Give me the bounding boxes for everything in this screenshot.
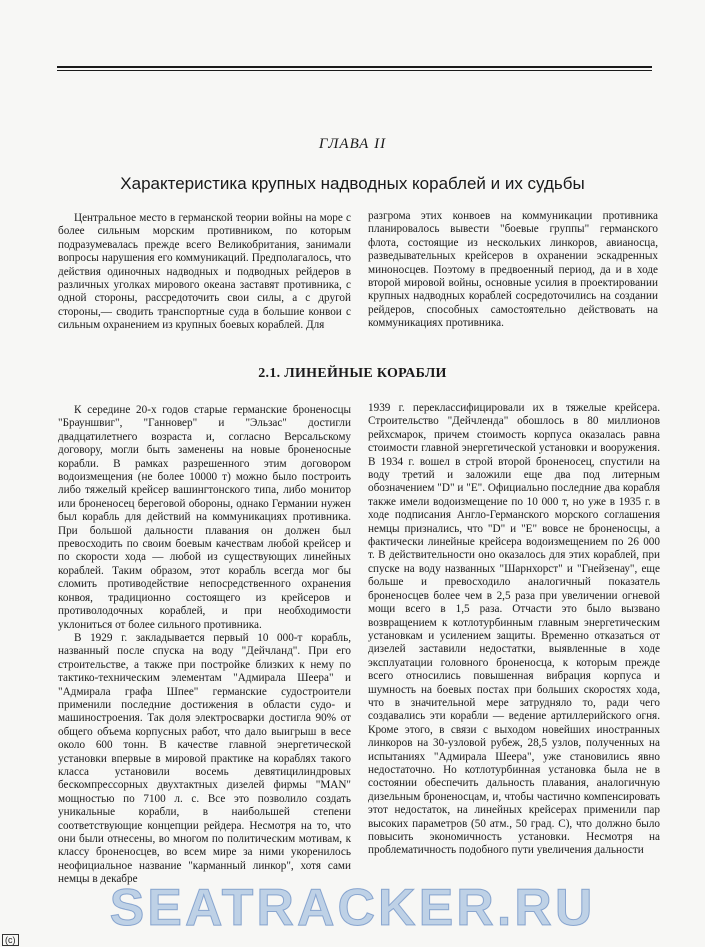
- chapter-title: Характеристика крупных надводных кораблей и их судьбы: [120, 174, 585, 193]
- watermark: SEATRACKER.RU: [109, 879, 596, 937]
- chapter-label: ГЛАВА II: [318, 136, 387, 152]
- intro-column-left: [58, 212, 351, 333]
- body-column-right: [368, 402, 660, 858]
- intro-paragraph-left: Центральное место в германской теории войны на море с более сильным морским противником, по которым подразумевалась прежде всего Великобритания, занимали вопросы нарушения его коммуникаций. Предполагалось, что действия одиночных надводных и подводных рейдеров в различных уголках мирового океана заставят противника, с одной стороны, рассредоточить свои силы, а с другой стороны,— сводить транспортные суда в большие конвои с сильным охранением из крупных боевых кораблей. Для: [58, 212, 351, 332]
- section-heading: 2.1. ЛИНЕЙНЫЕ КОРАБЛИ: [258, 366, 447, 381]
- intro-column-right: [368, 210, 658, 331]
- body-column-left: [58, 404, 351, 887]
- body-paragraph: 1939 г. переклассифицировали их в тяжелые крейсера. Строительство "Дейчленда" обошлось в 80 миллионов рейхсмарок, причем стоимость корпуса оказалась равна стоимости главной энергетической установки и вооружения. В 1934 г. вошел в строй второй броненосец, спустили на воду третий и заложили еще два под литерным обозначением "D" и "E". Официально последние два корабля также имели водоизмещение по 10 000 т, но уже в 1935 г. в ходе подписания Англо-Германского морского соглашения немцы признались, что "D" и "E" вовсе не броненосцы, а фактически линейные крейсера водоизмещением по 26 000 т. В действительности оно оказалось для этих кораблей, при спуске на воду названных "Шарнхорст" и "Гнейзенау", еще больше и превосходило аналогичный показатель броненосцев более чем в 2,5 раза при увеличении огневой мощи всего в 1,5 раза. Отчасти это было вызвано возвращением к котлотурбинным главным энергетическим установкам и усилением защиты. Временно отказаться от дизелей заставили недостатки, выявленные в ходе эксплуатации головного броненосца, к которым прежде всего относились повышенная вибрация корпуса и шумность на боевых постах при больших скоростях хода, что в значительной мере затрудняло то, ради чего создавались эти корабли — ведение артиллерийского огня. Кроме этого, в связи с выходом новейших иностранных линкоров на 30-узловой рубеж, 28,5 узлов, полученных на испытаниях "Адмирала Шеера", уже становились явно недостаточно. Но котлотурбинная установка была не в состоянии обеспечить дальность плавания, аналогичную дизельным броненосцам, и, чтобы частично компенсировать этот недостаток, на линейных крейсерах применили пар высоких параметров (50 атм., 50 град. С), что должно было повысить экономичность установки. Несмотря на проблематичность подобного пути увеличения дальности: [368, 402, 660, 857]
- intro-paragraph-right: разгрома этих конвоев на коммуникации противника планировалось вывести "боевые группы" германского флота, состоящие из нескольких линкоров, авианосца, разведывательных крейсеров в охранении эскадренных миноносцев. Поэтому в предвоенный период, да и в ходе второй мировой войны, основные усилия в проектировании крупных надводных кораблей сосредоточились на создании рейдеров, способных самостоятельно действовать на коммуникациях противника.: [368, 210, 658, 330]
- top-rule-thin: [57, 70, 652, 71]
- top-rule: [57, 66, 652, 68]
- body-paragraph: К середине 20-х годов старые германские броненосцы "Брауншвиг", "Ганновер" и "Эльзас" достигли двадцатилетнего возраста и, согласно Версальскому договору, могли быть заменены на новые броненосные корабли. В рамках разрешенного этим договором водоизмещения (не более 10000 т) можно было построить либо тяжелый крейсер вашингтонского типа, либо монитор или броненосец береговой обороны, однако Германии нужен был корабль для действий на коммуникациях противника. При большой дальности плавания он должен был превосходить по своим боевым качествам любой крейсер и по скорости хода — любой из существующих линейных кораблей. Таким образом, этот корабль всегда мог бы сломить противодействие непосредственного охранения конвоя, традиционно состоящего из крейсеров и противолодочных кораблей, и при необходимости уклониться от более сильного противника.: [58, 404, 351, 631]
- corner-mark: (c): [2, 934, 19, 946]
- body-paragraph: В 1929 г. закладывается первый 10 000-т корабль, названный после спуска на воду "Дейчланд". При его строительстве, а также при постройке близких к нему по тактико-техническим элементам "Адмирала Шеера" и "Адмирала графа Шпее" германские судостроители применили последние достижения в области судо- и машиностроения. Так доля электросварки достигла 90% от общего объема корпусных работ, что дало выигрыш в весе около 600 тонн. В качестве главной энергетической установки впервые в мировой практике на кораблях такого класса установили восемь девятицилиндровых бескомпрессорных двухтактных дизелей фирмы "MAN" мощностью по 7100 л. с. Все это позволило создать уникальные корабли, в наибольшей степени соответствующие концепции рейдера. Несмотря на то, что они были отнесены, во многом по политическим мотивам, к классу броненосцев, во всем мире за ними укоренилось неофициальное название "карманный линкор", хотя сами немцы в декабре: [58, 631, 351, 886]
